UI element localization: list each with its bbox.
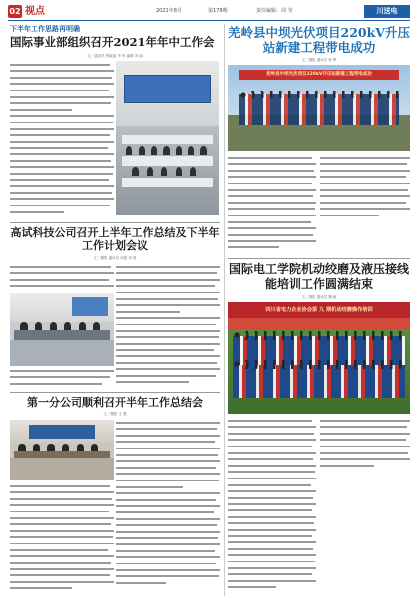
page-number: 02 bbox=[9, 7, 21, 16]
article-body bbox=[10, 483, 114, 595]
article-divider bbox=[10, 222, 220, 223]
article-body bbox=[10, 368, 114, 390]
photo-banner: 四川省电力企业协会第 九 期机动绞磨操作培训 bbox=[228, 302, 410, 318]
article-byline: 文／通讯员 程晓丽 李 军 编辑 刘 丽 bbox=[87, 54, 143, 58]
article-title-international: 国际事业部组织召开2021年年中工作会 bbox=[10, 35, 215, 49]
article-byline: 文／摄影 通讯员 张 辉 bbox=[301, 58, 337, 62]
photo-banner: 羌岭县中坝光伏项目220kV升压站新建工程带电成功 bbox=[239, 70, 399, 80]
article-byline: 文／摄影 王 磊 bbox=[103, 412, 127, 416]
article-title-solar-project: 羌岭县中坝光伏项目220kV升压站新建工程带电成功 bbox=[228, 25, 410, 55]
article-divider bbox=[228, 258, 410, 259]
page-header bbox=[8, 5, 410, 19]
article-title-first-branch: 第一分公司顺利召开半年工作总结会 bbox=[27, 396, 203, 409]
section-title: 视点 bbox=[25, 6, 45, 17]
article-divider bbox=[10, 392, 220, 393]
article-body bbox=[10, 264, 114, 294]
editor-credit: 责任编辑：周 莹 bbox=[256, 8, 293, 14]
header-rule bbox=[8, 20, 410, 21]
meeting-photo bbox=[10, 420, 114, 480]
article-body bbox=[116, 264, 220, 390]
group-photo bbox=[228, 65, 410, 151]
article-body bbox=[320, 155, 410, 235]
meeting-photo bbox=[116, 61, 219, 215]
column-divider bbox=[224, 24, 225, 596]
article-byline: 文／摄影 通讯员 魏 敏 bbox=[301, 295, 337, 299]
issue-date: 2021年8月 bbox=[156, 8, 182, 14]
article-body bbox=[10, 62, 114, 220]
masthead-logo: 川送电 bbox=[364, 5, 410, 18]
article-body bbox=[116, 420, 220, 595]
article-title-training: 国际电工学院机动绞磨及液压接线能培训工作圆满结束 bbox=[228, 262, 409, 291]
training-photo bbox=[228, 302, 410, 414]
article-body bbox=[320, 418, 410, 474]
article-body bbox=[228, 418, 316, 596]
article-body bbox=[228, 155, 316, 255]
article-kicker: 下半年工作思路再明确 bbox=[10, 25, 80, 33]
issue-number: 第178期 bbox=[208, 8, 228, 14]
article-title-gaoshi: 高试科技公司召开上半年工作总结及下半年工作计划会议 bbox=[10, 226, 220, 252]
article-byline: 文／摄影 通讯员 何超 刘 莉 bbox=[93, 256, 137, 260]
meeting-photo bbox=[10, 293, 114, 366]
